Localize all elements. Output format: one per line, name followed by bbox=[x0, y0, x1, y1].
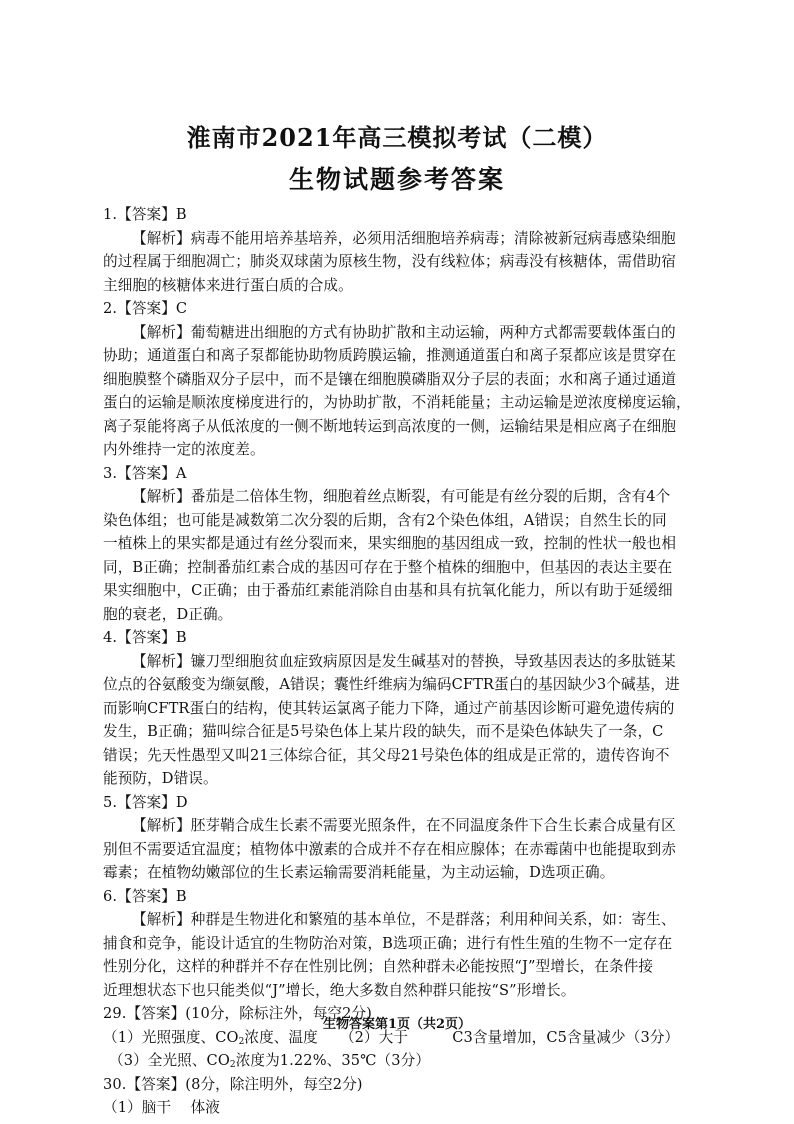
answer-line-q29-2: （3）全光照、$CO_2$浓度为1.22%、35℃（3分） bbox=[109, 1052, 431, 1070]
answer-line: 别但不需要适宜温度；植物体中激素的合成并不存在相应腺体；在赤霉菌中也能提取到赤 bbox=[103, 840, 677, 858]
answer-line-q30-head: 30.【答案】(8分，除注明外，每空2分) bbox=[103, 1075, 363, 1093]
answer-line: 的过程属于细胞凋亡；肺炎双球菌为原核生物，没有线粒体；病毒没有核糖体，需借助宿 bbox=[103, 253, 677, 270]
answer-line: 而影响CFTR蛋白的结构，使其转运氯离子能力下降，通过产前基因诊断可避免遗传病的 bbox=[103, 699, 675, 717]
answer-line: 29.【答案】(10分，除标注外，每空2分) bbox=[103, 1005, 372, 1022]
answer-line: 霉素；在植物幼嫩部位的生长素运输需要消耗能量，为主动运输，D选项正确。 bbox=[103, 864, 615, 881]
answer-line: 【解析】葡萄糖进出细胞的方式有协助扩散和主动运输，两种方式都需要载体蛋白的 bbox=[132, 323, 676, 341]
answer-line: 一植株上的果实都是通过有丝分裂而来，果实细胞的基因组成一致，控制的性状一般也相 bbox=[103, 535, 677, 552]
answer-line: 协助；通道蛋白和离子泵都能协助物质跨膜运输，推测通道蛋白和离子泵都应该是贯穿在 bbox=[103, 347, 677, 364]
answer-line: 果实细胞中，C正确；由于番茄红素能消除自由基和具有抗氧化能力，所以有助于延缓细 bbox=[103, 582, 673, 599]
answer-line-q30-1: （1）脑干 体液 bbox=[103, 1099, 220, 1116]
answer-line: 胞的衰老，D正确。 bbox=[103, 605, 233, 623]
page-title: 淮南市2021年高三模拟考试（二模） bbox=[186, 123, 608, 152]
answer-line: 内外维持一定的浓度差。 bbox=[103, 441, 265, 458]
answer-line: 能预防，D错误。 bbox=[103, 770, 218, 787]
answer-line: 离子泵能将离子从低浓度的一侧不断地转运到高浓度的一侧，运输结果是相应离子在细胞 bbox=[103, 417, 677, 435]
answer-line: 1.【答案】B bbox=[103, 206, 187, 223]
answer-line: 发生，B正确；猫叫综合征是5号染色体上某片段的缺失，而不是染色体缺失了一条，C bbox=[103, 723, 664, 740]
answer-line: 主细胞的核糖体来进行蛋白质的合成。 bbox=[103, 276, 353, 294]
answer-line: 【解析】种群是生物进化和繁殖的基本单位，不是群落；利用种间关系，如：寄生、 bbox=[132, 911, 676, 928]
answer-line: 近理想状态下也只能类似“J”增长，绝大多数自然种群只能按“S”形增长。 bbox=[103, 981, 576, 999]
answer-line: 【解析】番茄是二倍体生物，细胞着丝点断裂，有可能是有丝分裂的后期，含有4个 bbox=[132, 488, 671, 505]
answer-line: 细胞膜整个磷脂双分子层中，而不是镶在细胞膜磷脂双分子层的表面；水和离子通过通道 bbox=[103, 370, 677, 388]
answer-line: 捕食和竞争，能设计适宜的生物防治对策，B选项正确；进行有性生殖的生物不一定存在 bbox=[103, 934, 673, 952]
answer-line: 位点的谷氨酸变为缬氨酸，A错误；囊性纤维病为编码CFTR蛋白的基因缺少3个碱基，进 bbox=[103, 676, 680, 693]
answer-line-q29-1: （1）光照强度、$CO_2$浓度、温度 （2）大于 C3含量增加，C5含量减少（3分） bbox=[103, 1028, 680, 1047]
answer-line: 【解析】病毒不能用培养基培养，必须用活细胞培养病毒；清除被新冠病毒感染细胞 bbox=[132, 229, 676, 247]
answer-line: 蛋白的运输是顺浓度梯度进行的，为协助扩散，不消耗能量；主动运输是逆浓度梯度运输， bbox=[103, 394, 691, 411]
answer-content bbox=[103, 203, 703, 1120]
answer-line: 2.【答案】C bbox=[103, 300, 188, 317]
answer-line: 【解析】胚芽鞘合成生长素不需要光照条件，在不同温度条件下合生长素合成量有区 bbox=[132, 817, 676, 834]
page-subtitle: 生物试题参考答案 bbox=[288, 165, 505, 194]
answer-line: 染色体组；也可能是减数第二次分裂的后期，含有2个染色体组，A错误；自然生长的同 bbox=[103, 511, 667, 529]
answer-line: 性别分化，这样的种群并不存在性别比例；自然种群未必能按照“J”型增长，在条件接 bbox=[103, 958, 654, 975]
answer-line: 【解析】镰刀型细胞贫血症致病原因是发生碱基对的替换，导致基因表达的多肽链某 bbox=[132, 652, 676, 670]
answer-line: 6.【答案】B bbox=[103, 887, 187, 905]
page-footer: 生物答案第1页（共2页） bbox=[322, 1017, 472, 1032]
answer-line: 3.【答案】A bbox=[103, 464, 187, 482]
answer-line: 5.【答案】D bbox=[103, 793, 188, 811]
answer-line: 4.【答案】B bbox=[103, 629, 187, 646]
answer-line: 错误；先天性愚型又叫21三体综合征，其父母21号染色体的组成是正常的，遗传咨询不 bbox=[103, 746, 670, 764]
answer-line: 同，B正确；控制番茄红素合成的基因可存在于整个植株的细胞中，但基因的表达主要在 bbox=[103, 558, 673, 576]
